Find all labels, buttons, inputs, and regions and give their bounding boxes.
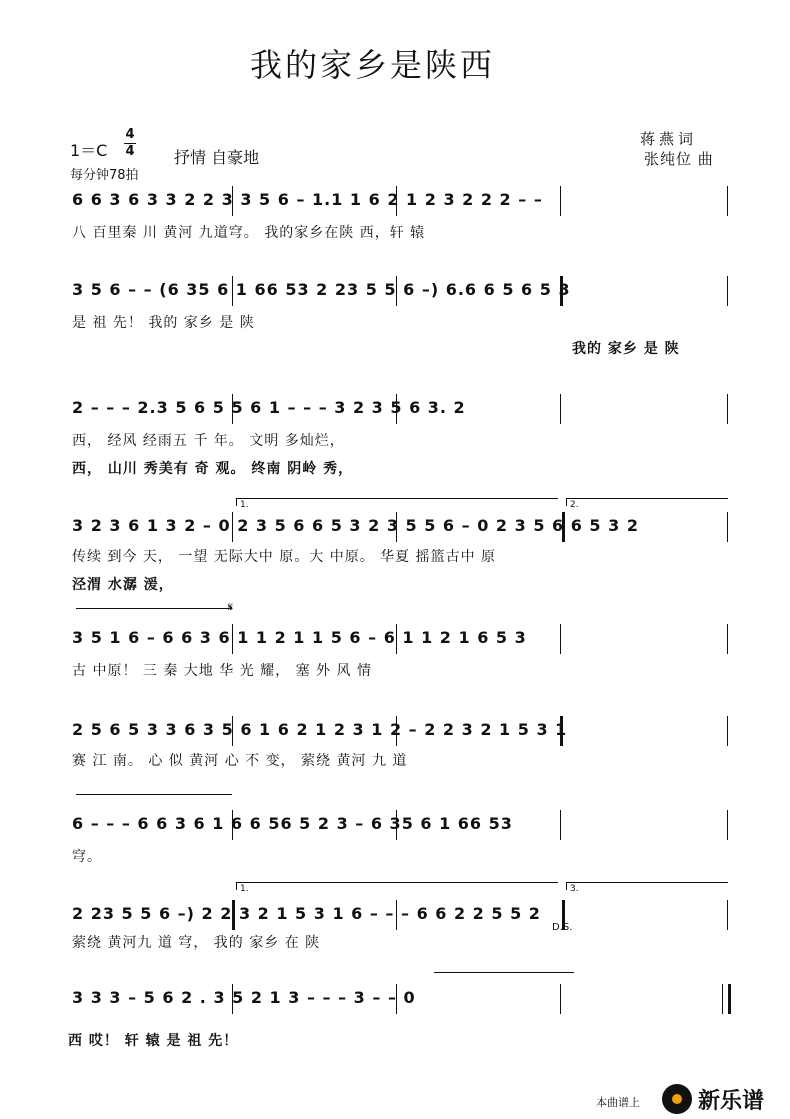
barline	[232, 512, 233, 542]
expression-mark: 抒情 自豪地	[174, 148, 260, 167]
barline	[396, 900, 397, 930]
volta-2-label: 2.	[570, 500, 579, 510]
system-2-lyrics: 是 祖 先！ 我的 家乡 是 陕	[72, 315, 255, 331]
system-4-notes: 3 2 3 6 1 3 2 – 0 2 3 5 6 6 5 3 2 3 5 5 6 – 0 2 3 5 6 6 5 3 2	[72, 516, 639, 535]
system-3-lyrics: 西， 经风 经雨五 千 年。 文明 多灿烂，	[72, 433, 345, 449]
system-3-notes: 2 – – – 2.3 5 6 5 5 6 1 – – – 3 2 3 5 6 3. 2	[72, 398, 466, 417]
final-barline-thin	[722, 984, 723, 1014]
system-5-notes: 3 5 1 6 – 6 6 3 6 1 1 2 1 1 5 6 – 6 1 1 2 1 6 5 3	[72, 628, 527, 647]
barline	[560, 186, 561, 216]
barline	[727, 716, 728, 746]
time-signature	[124, 128, 136, 159]
barline	[232, 394, 233, 424]
barline	[232, 716, 233, 746]
system-6-notes: 2 5 6 5 3 3 6 3 5 6 1 6 2 1 2 3 1 2 – 2 2 3 2 1 5 3 1	[72, 720, 568, 739]
barline	[232, 186, 233, 216]
key-signature: 1＝C	[70, 141, 108, 160]
volta-3-bracket	[566, 882, 728, 883]
repeat-end-barline	[562, 512, 565, 542]
system-3-lyrics-verse2: 西， 山川 秀美有 奇 观。 终南 阴岭 秀，	[72, 461, 354, 477]
system-5-lyrics: 古 中原！ 三 秦 大地 华 光 耀， 塞 外 风 情	[72, 663, 372, 679]
barline	[560, 624, 561, 654]
barline	[396, 624, 397, 654]
dal-segno-mark: D.S.	[552, 922, 573, 933]
repeat-barline	[560, 276, 563, 306]
volta-1-bracket	[236, 882, 558, 883]
barline	[396, 394, 397, 424]
barline	[232, 276, 233, 306]
system-8-lyrics: 萦绕 黄河九 道 穹， 我的 家乡 在 陕	[72, 935, 321, 951]
volta-1-bracket-tick	[236, 498, 237, 506]
tie-line	[76, 794, 232, 795]
volta-3-label: 3.	[570, 884, 579, 894]
crescendo-line	[434, 972, 574, 973]
barline	[232, 984, 233, 1014]
volta-2-bracket	[566, 498, 728, 499]
barline	[727, 900, 728, 930]
barline	[396, 186, 397, 216]
system-4-lyrics-verse2: 泾渭 水潺 湲，	[72, 577, 174, 593]
system-7-lyrics: 穹。	[72, 849, 102, 865]
system-9-lyrics: 西 哎！ 轩 辕 是 祖 先！	[68, 1033, 239, 1049]
record-icon	[662, 1084, 692, 1114]
barline	[727, 394, 728, 424]
segno-icon: 𝄋	[228, 600, 234, 614]
volta-2-bracket-tick	[566, 498, 567, 506]
system-8-notes: 2 23 5 5 6 –) 2 2 3 2 1 5 3 1 6 – – – 6 6 2 2 5 5 2	[72, 904, 541, 923]
barline	[560, 394, 561, 424]
barline	[560, 984, 561, 1014]
barline	[560, 810, 561, 840]
barline	[727, 512, 728, 542]
barline	[727, 276, 728, 306]
system-7-notes: 6 – – – 6 6 3 6 1 6 6 56 5 2 3 – 6 35 6 1 66 53	[72, 814, 513, 833]
time-signature-top: 4	[125, 127, 135, 142]
system-1-notes: 6 6 3 6 3 3 2 2 3 3 5 6 – 1.1 1 6 2 1 2 3 2 2 2 – –	[72, 190, 543, 209]
volta-3-bracket-tick	[566, 882, 567, 890]
barline	[727, 186, 728, 216]
barline	[396, 716, 397, 746]
record-center	[672, 1094, 682, 1104]
barline	[396, 810, 397, 840]
time-signature-bottom: 4	[125, 144, 135, 159]
barline	[232, 810, 233, 840]
system-4-lyrics: 传续 到今 天， 一望 无际大中 原。大 中原。 华夏 摇篮古中 原	[72, 549, 497, 565]
system-6-lyrics: 赛 江 南。 心 似 黄河 心 不 变， 萦绕 黄河 九 道	[72, 753, 408, 769]
system-9-notes: 3 3 3 – 5 6 2 . 3 5 2 1 3 – – – 3 – – 0	[72, 988, 416, 1007]
volta-1-bracket-tick	[236, 882, 237, 890]
barline	[727, 810, 728, 840]
lyricist-credit: 蒋燕词	[640, 130, 698, 148]
barline	[396, 984, 397, 1014]
repeat-barline	[232, 900, 235, 930]
system-1-lyrics: 八 百里秦 川 黄河 九道穹。 我的家乡在陕 西，轩 辕	[72, 225, 426, 241]
site-name: 新乐谱	[698, 1089, 765, 1114]
repeat-barline	[560, 716, 563, 746]
barline	[396, 276, 397, 306]
barline	[396, 512, 397, 542]
system-2-notes: 3 5 6 – – (6 35 6 1 66 53 2 23 5 5 6 –) 6.6 6 5 6 5 3	[72, 280, 571, 299]
barline	[727, 624, 728, 654]
barline	[232, 624, 233, 654]
tempo-mark: 每分钟78拍	[70, 168, 139, 183]
tie-line	[76, 608, 232, 609]
volta-1-bracket	[236, 498, 558, 499]
system-2-lyrics-verse2: 我的 家乡 是 陕	[572, 341, 680, 357]
final-barline-thick	[728, 984, 731, 1014]
volta-1-label: 1.	[240, 500, 249, 510]
footer-caption: 本曲谱上	[596, 1096, 640, 1109]
composer-credit: 张纯位 曲	[644, 150, 714, 168]
volta-1-label: 1.	[240, 884, 249, 894]
song-title: 我的家乡是陕西	[250, 46, 496, 84]
